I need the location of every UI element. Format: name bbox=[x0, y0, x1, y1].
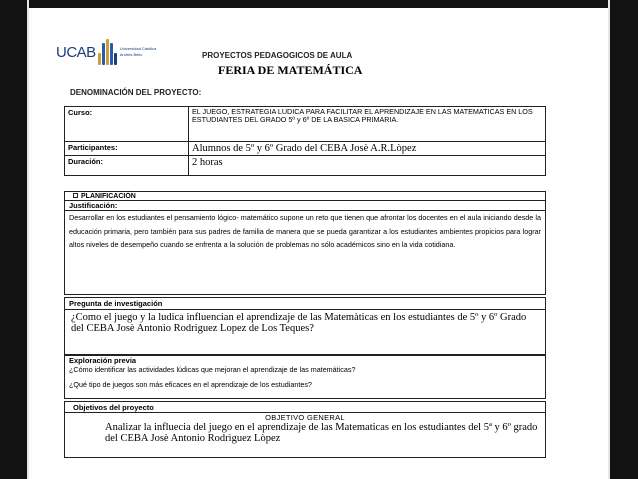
logo-side-line-1: Universidad Católica bbox=[119, 46, 157, 51]
table-row bbox=[65, 156, 546, 176]
right-frame-strip bbox=[608, 0, 610, 479]
objetivos-label: Objetivos del proyecto bbox=[65, 402, 545, 413]
denominacion-label: DENOMINACIÓN DEL PROYECTO: bbox=[70, 88, 202, 97]
table-row bbox=[65, 142, 546, 156]
objetivo-general-label: OBJETIVO GENERAL bbox=[265, 413, 345, 422]
justificacion-label: Justificación: bbox=[65, 201, 545, 211]
pregunta-section bbox=[64, 297, 546, 355]
justificacion-text: Desarrollar en los estudiantes el pensamiento lógico- matemático supone un reto que tienen que afrontar los docentes en el aula iniciando desde la educación primaria, pero también para sus padres de familia de manera que se pueda garantizar a los estudiantes ambientes propicios para lograr altos niveles de desempeño cuando se enfrenta a la solución de problemas no sólo académicos sino en la vida cotidiana. bbox=[69, 213, 541, 250]
curso-value: EL JUEGO, ESTRATEGIA LUDICA PARA FACILITAR EL APRENDIZAJE EN LAS MATEMATICAS EN LOS ESTUDIANTES DEL GRADO 5º y 6º DE LA BASICA PRIMARIA. bbox=[189, 107, 546, 142]
logo-emblem-icon bbox=[98, 39, 117, 65]
duracion-label: Duración: bbox=[65, 156, 189, 176]
exploracion-question-1: ¿Cómo identificar las actividades lúdicas que mejoran el aprendizaje de las matemáticas? bbox=[69, 365, 356, 374]
ucab-logo bbox=[56, 34, 156, 70]
planificacion-title: PLANIFICACIÓN bbox=[81, 193, 136, 200]
document-page bbox=[29, 8, 608, 479]
table-row bbox=[65, 107, 546, 142]
exploracion-question-2: ¿Qué tipo de juegos son más eficaces en el aprendizaje de los estudiantes? bbox=[69, 380, 312, 389]
duracion-value: 2 horas bbox=[189, 156, 546, 176]
pregunta-label: Pregunta de investigación bbox=[65, 298, 545, 310]
curso-label: Curso: bbox=[65, 107, 189, 142]
document-title: FERIA DE MATEMÁTICA bbox=[218, 63, 363, 77]
planificacion-section bbox=[64, 191, 546, 295]
objetivo-general-text: Analizar la influecia del juego en el aprendizaje de las Matematicas en los estudiantes del 5ª y 6º grado del CEBA Josè Antonio Rodrìguez Lòpez bbox=[105, 422, 538, 444]
exploracion-label: Exploración previa bbox=[69, 356, 137, 365]
planificacion-heading bbox=[65, 192, 545, 201]
logo-side-line-2: Andrés Bello bbox=[119, 52, 143, 57]
pregunta-text: ¿Como el juego y la ludica influencian el aprendizaje de las Matemàticas en los estudiantes de 5º y 6º Grado del CEBA Josè Antonio Rodriguez Lopez de Los Teques? bbox=[71, 312, 527, 334]
participantes-label: Participantes: bbox=[65, 142, 189, 156]
logo-text: UCAB bbox=[56, 43, 96, 61]
exploracion-section bbox=[64, 355, 546, 399]
project-type-heading: PROYECTOS PEDAGOGICOS DE AULA bbox=[202, 51, 353, 60]
checkbox-icon bbox=[73, 193, 78, 198]
project-info-table bbox=[64, 106, 546, 176]
participantes-value: Alumnos de 5º y 6º Grado del CEBA Josè A.R.Lòpez bbox=[189, 142, 546, 156]
objetivos-section bbox=[64, 401, 546, 458]
